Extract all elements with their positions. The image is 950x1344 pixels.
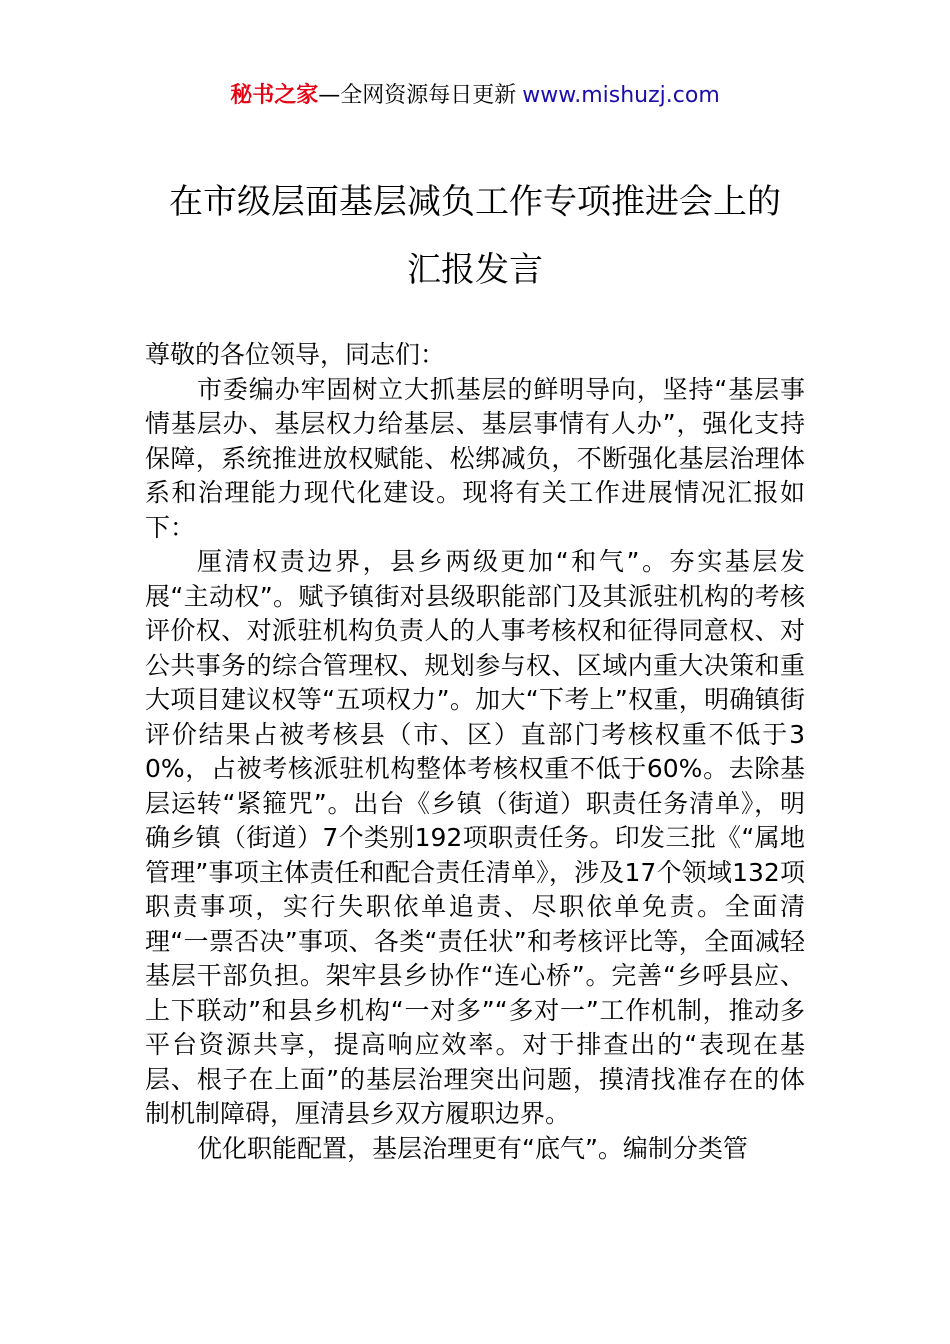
document-title [0,168,950,304]
document-body [145,338,805,1166]
title-line-1: 在市级层面基层减负工作专项推进会上的 [169,182,781,222]
site-url-link[interactable]: www.mishuzj.com [522,83,720,108]
greeting: 尊敬的各位领导，同志们： [145,340,446,369]
paragraph: 市委编办牢固树立大抓基层的鲜明导向，坚持“基层事情基层办、基层权力给基层、基层事情有人办”，强化支持保障，系统推进放权赋能、松绑减负，不断强化基层治理体系和治理能力现代化建设。现将有关工作进展情况汇报如下： [145,374,805,542]
site-header [0,80,950,112]
paragraph: 优化职能配置，基层治理更有“底气”。编制分类管 [197,1133,748,1163]
paragraph: 厘清权责边界，县乡两级更加“和气”。夯实基层发展“主动权”。赋予镇街对县级职能部门及其派驻机构的考核评价权、对派驻机构负责人的人事考核权和征得同意权、对公共事务的综合管理权、规划参与权、区域内重大决策和重大项目建议权等“五项权力”。加大“下考上”权重，明确镇街评价结果占被考核县（市、区）直部门考核权重不低于30%，占被考核派驻机构整体考核权重不低于60%。去除基层运转“紧箍咒”。出台《乡镇（街道）职责任务清单》，明确乡镇（街道）7个类别192项职责任务。印发三批《“属地管理”事项主体责任和配合责任清单》，涉及17个领域132项职责事项，实行失职依单追责、尽职依单免责。全面清理“一票否决”事项、各类“责任状”和考核评比等，全面减轻基层干部负担。架牢县乡协作“连心桥”。完善“乡呼县应、上下联动”和县乡机构“一对多”“多对一”工作机制，推动多平台资源共享，提高响应效率。对于排查出的“表现在基层、根子在上面”的基层治理突出问题，摸清找准存在的体制机制障碍，厘清县乡双方履职边界。 [145,547,805,1128]
title-line-2: 汇报发言 [407,250,543,290]
site-tagline: —全网资源每日更新 [318,83,517,108]
brand-name: 秘书之家 [230,83,319,108]
